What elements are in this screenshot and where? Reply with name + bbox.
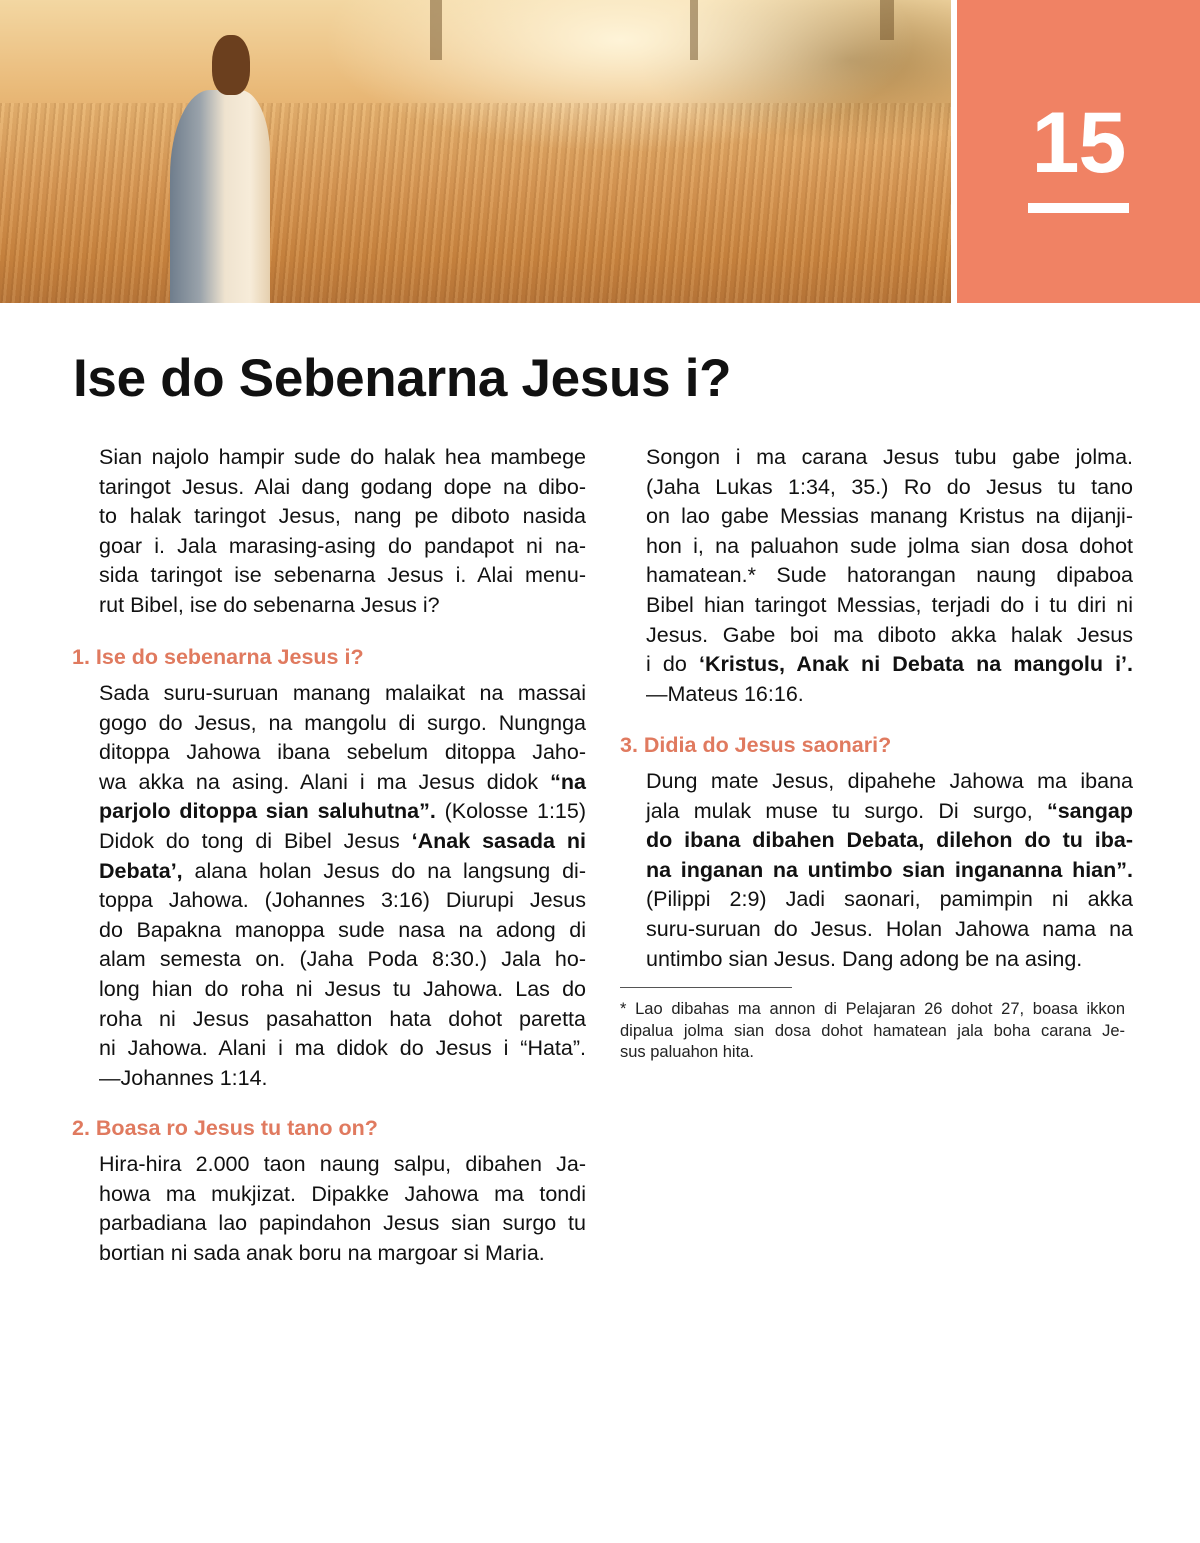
text-segment: untimbo sian Jesus. Dang adong be na asing.	[646, 946, 1083, 971]
bold-quote: “na	[550, 769, 586, 794]
text-segment: goar i. Jala marasing-asing do pandapot ni na-	[99, 533, 586, 558]
text-line	[99, 502, 586, 532]
jesus-figure	[150, 35, 280, 303]
text-line	[99, 945, 586, 975]
text-line	[99, 768, 586, 798]
text-line	[99, 1209, 586, 1239]
text-segment: Sada suru-suruan manang malaikat na massai	[99, 681, 586, 705]
text-line	[99, 738, 586, 768]
text-line	[646, 650, 1133, 680]
text-line	[646, 885, 1133, 915]
text-segment: to halak taringot Jesus, nang pe diboto nasida	[99, 504, 586, 529]
chapter-number: 15	[1031, 95, 1126, 191]
text-segment: do Bapakna manoppa sude nasa na adong di	[99, 917, 586, 942]
bold-quote: ‘Anak sasada ni	[411, 828, 586, 853]
bold-quote: parjolo ditoppa sian saluhutna”.	[99, 799, 436, 824]
text-line	[646, 621, 1133, 651]
hero-image-jesus-in-field	[0, 0, 951, 303]
text-segment: parbadiana lao papindahon Jesus sian surgo tu	[99, 1211, 586, 1236]
text-line	[646, 473, 1133, 503]
text-line	[99, 1034, 586, 1064]
text-segment: toppa Jahowa. (Johannes 3:16) Diurupi Jesus	[99, 888, 586, 913]
text-segment: gogo do Jesus, na mangolu di surgo. Nungnga	[99, 710, 586, 735]
text-line	[99, 857, 586, 887]
answer-paragraph-3	[646, 767, 1133, 974]
text-segment: hamatean.* Sude hatorangan naung dipaboa	[646, 563, 1133, 588]
text-line	[620, 1042, 1125, 1064]
text-line	[99, 1005, 586, 1035]
text-segment: taringot Jesus. Alai dang godang dope na dibo-	[99, 474, 586, 499]
text-line	[646, 443, 1133, 473]
text-line	[99, 473, 586, 503]
footnote-divider	[620, 987, 792, 988]
text-segment: rut Bibel, ise do sebenarna Jesus i?	[99, 592, 440, 617]
answer-paragraph-2	[99, 1150, 586, 1268]
text-line	[99, 797, 586, 827]
text-line	[646, 680, 1133, 710]
text-line	[646, 915, 1133, 945]
question-heading-3: 3. Didia do Jesus saonari?	[620, 733, 892, 757]
text-segment: alana holan Jesus do na langsung di-	[182, 858, 586, 883]
text-segment: * Lao dibahas ma annon di Pelajaran 26 dohot 27, boasa ikkon	[620, 1000, 1125, 1018]
text-segment: sus paluahon hita.	[620, 1043, 754, 1061]
text-segment: hon i, na paluahon sude jolma sian dosa dohot	[646, 533, 1133, 558]
text-segment: alam semesta on. (Jaha Poda 8:30.) Jala ho-	[99, 947, 586, 972]
text-segment: Hira-hira 2.000 taon naung salpu, dibahen Ja-	[99, 1152, 586, 1176]
answer-paragraph-1	[99, 679, 586, 1093]
text-line	[99, 443, 586, 473]
text-segment: bortian ni sada anak boru na margoar si Maria.	[99, 1240, 545, 1265]
text-line	[646, 945, 1133, 975]
text-segment: —Johannes 1:14.	[99, 1065, 268, 1090]
text-segment: on lao gabe Messias manang Kristus na dijanji-	[646, 504, 1133, 529]
text-segment: Jesus. Gabe boi ma diboto akka halak Jesus	[646, 622, 1133, 647]
head	[212, 35, 250, 95]
text-segment: (Pilippi 2:9) Jadi saonari, pamimpin ni akka	[646, 887, 1133, 912]
chapter-badge	[957, 0, 1200, 303]
text-segment: Sian najolo hampir sude do halak hea mambege	[99, 445, 586, 469]
text-segment: howa ma mukjizat. Dipakke Jahowa ma tondi	[99, 1181, 586, 1206]
text-line	[620, 999, 1125, 1021]
footnote	[620, 999, 1125, 1064]
text-segment: roha ni Jesus pasahatton hata dohot paretta	[99, 1006, 586, 1031]
text-line	[646, 826, 1133, 856]
text-segment: Songon i ma carana Jesus tubu gabe jolma.	[646, 445, 1133, 469]
text-line	[99, 1150, 586, 1180]
text-segment: —Mateus 16:16.	[646, 681, 804, 706]
text-line	[620, 1021, 1125, 1043]
text-line	[646, 767, 1133, 797]
text-segment: dipalua jolma sian dosa dohot hamatean jala boha carana Je-	[620, 1021, 1125, 1040]
text-segment: jala mulak muse tu surgo. Di surgo,	[646, 798, 1047, 823]
bold-quote: na inganan na untimbo sian ingananna hian”.	[646, 857, 1133, 882]
text-line	[99, 1064, 586, 1094]
chapter-underline	[1028, 203, 1129, 213]
text-line	[646, 532, 1133, 562]
text-line	[99, 561, 586, 591]
text-line	[646, 561, 1133, 591]
text-segment: wa akka na asing. Alani i ma Jesus didok	[99, 769, 551, 794]
text-line	[646, 797, 1133, 827]
text-line	[99, 886, 586, 916]
text-segment: Didok do tong di Bibel Jesus	[99, 828, 412, 853]
bold-quote: ‘Kristus, Anak ni Debata na mangolu i’.	[698, 652, 1134, 677]
text-line	[99, 975, 586, 1005]
grass-field	[0, 103, 951, 303]
tree-trunk	[690, 0, 698, 60]
answer-paragraph-2-continued	[646, 443, 1133, 709]
intro-paragraph	[99, 443, 586, 621]
text-segment: ni Jahowa. Alani i ma didok do Jesus i “Hata”.	[99, 1036, 586, 1061]
text-line	[99, 827, 586, 857]
text-segment: (Kolosse 1:15)	[435, 799, 587, 824]
page-title: Ise do Sebenarna Jesus i?	[73, 349, 732, 408]
text-segment: i do	[646, 652, 699, 677]
text-segment: Dung mate Jesus, dipahehe Jahowa ma ibana	[646, 769, 1133, 793]
text-segment: sida taringot ise sebenarna Jesus i. Alai menu-	[99, 563, 586, 588]
robe	[170, 90, 270, 303]
bold-quote: Debata’,	[99, 858, 183, 883]
text-line	[646, 502, 1133, 532]
text-line	[99, 532, 586, 562]
text-segment: suru-suruan do Jesus. Holan Jahowa nama na	[646, 916, 1133, 941]
text-line	[99, 591, 586, 621]
text-line	[99, 1239, 586, 1269]
bold-quote: “sangap	[1046, 798, 1133, 823]
text-line	[99, 1180, 586, 1210]
tree-trunk	[880, 0, 894, 40]
text-segment: ditoppa Jahowa ibana sebelum ditoppa Jaho-	[99, 740, 586, 765]
question-heading-2: 2. Boasa ro Jesus tu tano on?	[72, 1116, 378, 1140]
text-line	[99, 679, 586, 709]
text-segment: Bibel hian taringot Messias, terjadi do i tu diri ni	[646, 592, 1133, 617]
question-heading-1: 1. Ise do sebenarna Jesus i?	[72, 645, 364, 669]
text-line	[646, 856, 1133, 886]
text-line	[646, 591, 1133, 621]
tree-trunk	[430, 0, 442, 60]
text-line	[99, 709, 586, 739]
bold-quote: do ibana dibahen Debata, dilehon do tu iba-	[646, 828, 1133, 853]
text-segment: long hian do roha ni Jesus tu Jahowa. Las do	[99, 976, 586, 1001]
text-segment: (Jaha Lukas 1:34, 35.) Ro do Jesus tu tano	[646, 474, 1133, 499]
text-line	[99, 916, 586, 946]
